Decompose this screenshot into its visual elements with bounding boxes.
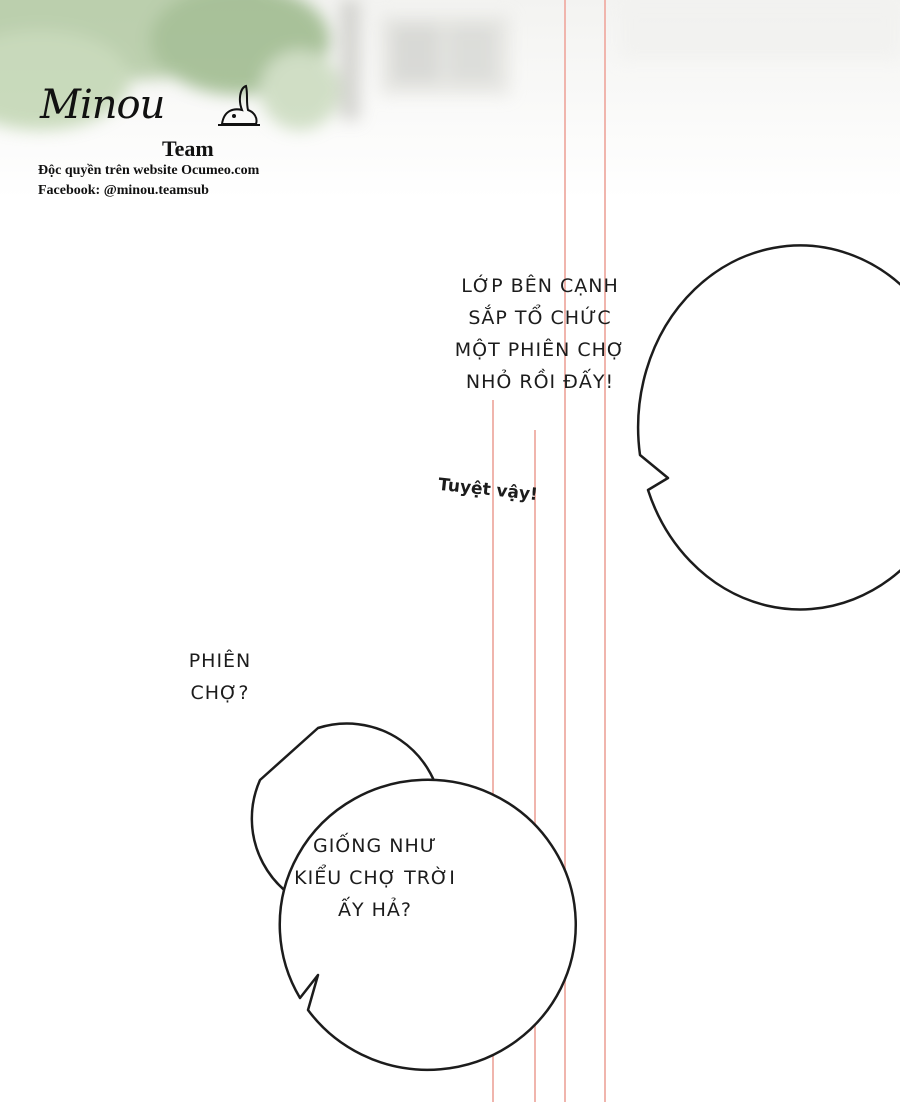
watermark-team: Team bbox=[162, 136, 214, 161]
team-watermark bbox=[38, 80, 298, 210]
watermark-brand: Minou bbox=[40, 82, 165, 128]
bunny-icon bbox=[214, 80, 264, 130]
speech-bubble-1 bbox=[638, 245, 900, 609]
bubble-2-text: PHIÊN CHỢ? bbox=[188, 650, 252, 704]
watermark-website: Độc quyền trên website Ocumeo.com bbox=[38, 163, 260, 178]
watermark-facebook: Facebook: @minou.teamsub bbox=[38, 183, 209, 198]
exclamation-sfx: Tuyệt vậy! bbox=[437, 474, 539, 506]
bubble-3-text: GIỐNG NHƯ KIỂU CHỢ TRỜI ẤY HẢ? bbox=[294, 835, 456, 921]
bubble-1-text: LỚP BÊN CẠNH SẮP TỔ CHỨC MỘT PHIÊN CHỢ NHỎ RỒI ĐẤY! bbox=[454, 275, 626, 393]
